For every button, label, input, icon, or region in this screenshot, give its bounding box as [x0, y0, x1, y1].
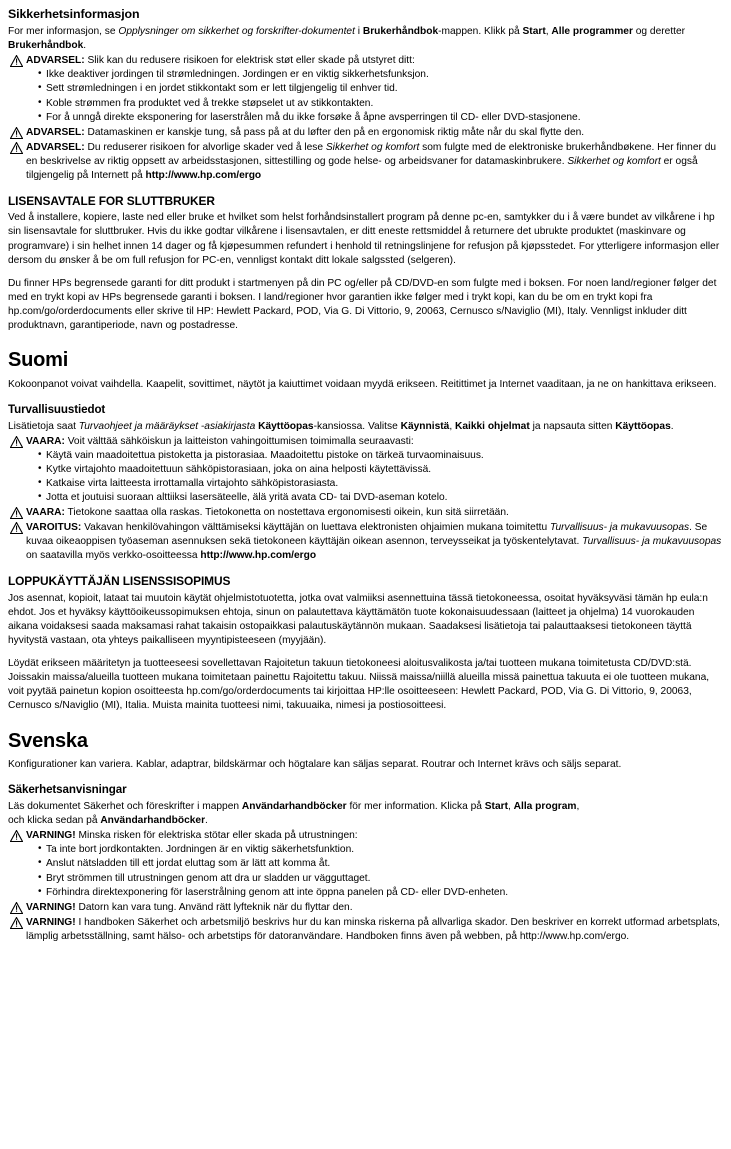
- warning-block-sv-3: [8, 916, 723, 944]
- list-item: • Bryt strömmen till utrustningen genom att dra ur sladden ur vägguttaget.: [38, 872, 723, 886]
- warning-text: Datamaskinen er kanskje tung, så pass på at du løfter den på en ergonomisk riktig måte når du skal flytte den.: [84, 126, 585, 138]
- text-bold: Start: [522, 26, 546, 38]
- warning-text: I handboken Säkerhet och arbetsmiljö beskrivs hur du kan minska riskerna på allvarliga skador. Den beskriver en korrekt utformad arbetsplats, lämplig arbetsställning, samt hälso- och arbetstips för datoranvändare. Handboken finns även på webben, på http://www.hp.com/ergo.: [26, 916, 721, 942]
- warning-block-no-2: [8, 126, 723, 140]
- text-run: i: [354, 26, 363, 38]
- text-bold: Start: [484, 801, 508, 813]
- list-item: • Käytä vain maadoitettua pistoketta ja pistorasiaa. Maadoitettu pistoke on tärkeä turvaominaisuus.: [38, 449, 723, 463]
- list-item: • Ta inte bort jordkontakten. Jordningen är en viktig säkerhetsfunktion.: [38, 843, 723, 857]
- ergo-url[interactable]: http://www.hp.com/ergo: [200, 550, 317, 562]
- warning-text: Du reduserer risikoen for alvorlige skader ved å lese: [84, 141, 326, 153]
- paragraph-sv-safety-intro: [8, 800, 723, 828]
- warning-triangle-icon: [10, 522, 23, 534]
- list-item: • Jotta et joutuisi suoraan alttiiksi lasersäteelle, älä yritä avata CD- tai DVD-aseman kotelo.: [38, 491, 723, 505]
- text-bold: Användarhandböcker: [100, 815, 206, 827]
- paragraph-fi-eula-1: Jos asennat, kopioit, lataat tai muutoin käytät ohjelmistotuotetta, jotka ovat valmiiksi asennettuina tässä tietokoneessa, osoitat hyväksyväsi tämän hp eula:n ehdot. Jos et hyväksy käyttöoikeussopimuksen ehtoja, sinun on palautettava käyttämätön tuote kokonaisuudessaan (laitteet ja ohjelma) 14 vuorokauden aikana voidaksesi saada maksamasi rahat takaisin ostopaikkasi palautuskäytännön mukaan. Saadaksesi lisätietoja tai palauttaaksesi tietokoneen täyttä hyvitystä vastaan, ota yhteys paikalliseen myyntipisteeseen (myyjään).: [8, 592, 708, 647]
- warning-triangle-icon: [10, 902, 23, 914]
- warning-block-fi-1: [8, 435, 723, 449]
- warning-label: ADVARSEL:: [26, 126, 85, 138]
- text-italic: Sikkerhet og komfort: [325, 141, 420, 153]
- list-item: • Ikke deaktiver jordingen til strømledningen. Jordingen er en viktig sikkerhetsfunksjon.: [38, 68, 723, 82]
- warning-text: er også tilgjengelig på Internett på: [26, 155, 698, 181]
- warning-label: VAARA:: [26, 435, 65, 447]
- text-bold: Brukerhåndbok: [362, 26, 439, 38]
- language-heading-suomi: Suomi: [8, 349, 69, 372]
- text-run: ,: [507, 801, 514, 813]
- warning-text: Vakavan henkilövahingon välttämiseksi käyttäjän on luettava elektronisten ohjaimien mukana toimitettu: [81, 522, 550, 534]
- warning-triangle-icon: [10, 507, 23, 519]
- text-bold: Brukerhåndbok: [8, 40, 84, 52]
- warning-text: on saatavilla myös verkko-osoitteessa: [26, 550, 201, 562]
- text-run: .: [83, 40, 87, 52]
- list-item: • Koble strømmen fra produktet ved å trekke støpselet ut av stikkontakten.: [38, 97, 723, 111]
- paragraph-fi-eula-2: Löydät erikseen määritetyn ja tuotteeseesi sovellettavan Rajoitetun takuun tietokoneesi aloitusvalikosta ja/tai tuotteen mukana toimitetusta CD/DVD:stä. Joissakin maissa/alueilla tuotteen mukana toimitetaan painettu Rajoitettu takuu. Niissä maissa/niillä alueilla missä painettua takuuta ei ole tuotteen mukana, voit pyytää painetun kopion osoitteesta hp.com/go/orderdocuments tai kirjoittaa HP:lle osoitteeseen: Hewlett Packard, POD, Via G. Di Vittorio, 9, 20063, Cernusco s/Naviglio (MI), Italia. Muista mainita tuotteesi nimi, takuuaika, nimesi ja postiosoitteesi.: [8, 658, 710, 712]
- paragraph-no-eula-2: Du finner HPs begrensede garanti for ditt produkt i startmenyen på din PC og/eller på CD/DVD-en som fulgte med i boksen. For noen land/regioner følger det med en trykt kopi av HPs begrensede garanti i boksen. I land/regioner hvor garantien ikke følger med i trykt kopi, kan du be om en trykt kopi fra hp.com/go/orderdocuments eller skrive til HP: Hewlett Packard, POD, Via G. Di Vittorio, 9, 20063, Cernusco s/Naviglio (MI), Italy. Vennligst inkluder ditt produktnavn, garantiperiode, navn og postadresse.: [8, 277, 717, 331]
- warning-text: Slik kan du redusere risikoen for elektrisk støt eller skade på utstyret ditt:: [84, 55, 415, 67]
- text-run: -mappen. Klikk på: [438, 26, 523, 38]
- warning-triangle-icon: [10, 55, 23, 67]
- warning-text: Voit välttää sähköiskun ja laitteiston vahingoittumisen toimimalla seuraavasti:: [64, 435, 414, 447]
- warning-label: VARNING!: [26, 830, 76, 842]
- text-run: Lisätietoja saat: [8, 420, 79, 432]
- paragraph-no-eula-1: Ved å installere, kopiere, laste ned eller bruke et hvilket som helst forhåndsinstallert program på denne pc-en, samtykker du i å være bundet av vilkårene i hp sin lisensavtale for sluttbruker. Hvis du ikke godtar vilkårene i lisensavtalen, er ditt eneste rettsmiddel å returnere det ubrukte produktet (maskinvare og programvare) i sin helhet innen 14 dager og få kjøpesummen refundert i henhold til retningslinjene for refusjon på kjøpsstedet. For ytterligere informasjon eller dersom du ønsker å be om full refusjon for PC-en, vennligst kontakt ditt lokale salgssted (selgeren).: [8, 212, 720, 266]
- warning-text: . Se kuvaa oikeaoppisen työaseman asennuksen sekä tietokoneen käyttäjän oikean asennon, terveysseikat ja työskentelytavat.: [26, 522, 708, 548]
- section-heading-turvallisuustiedot: Turvallisuustiedot: [8, 402, 106, 416]
- text-italic: Turvallisuus- ja mukavuusopas: [549, 522, 690, 534]
- warning-block-no-3: [8, 141, 723, 183]
- bullet-list-no-1: [8, 68, 723, 124]
- text-bold: Käyttöopas: [258, 420, 314, 432]
- ergo-url[interactable]: http://www.hp.com/ergo: [145, 169, 262, 181]
- warning-block-fi-3: [8, 521, 723, 563]
- text-bold: Användarhandböcker: [241, 801, 347, 813]
- text-bold: Kaikki ohjelmat: [454, 420, 530, 432]
- warning-triangle-icon: [10, 127, 23, 139]
- warning-block-no-1: [8, 54, 723, 68]
- text-italic: Opplysninger om sikkerhet og forskrifter-dokumentet: [118, 26, 355, 38]
- section-heading-sakerhetsanvisningar: Säkerhetsanvisningar: [8, 783, 127, 797]
- text-bold: Käynnistä: [400, 420, 450, 432]
- warning-label: VARNING!: [26, 901, 76, 913]
- text-italic: Turvallisuus- ja mukavuusopas: [582, 536, 722, 548]
- warning-label: VARNING!: [26, 916, 76, 928]
- text-bold: Alle programmer: [551, 26, 633, 38]
- warning-triangle-icon: [10, 142, 23, 154]
- warning-triangle-icon: [10, 830, 23, 842]
- text-run: ,: [449, 420, 455, 432]
- text-run: ja napsauta sitten: [529, 420, 616, 432]
- list-item: • For å unngå direkte eksponering for laserstrålen må du ikke forsøke å åpne avsperringen til CD- eller DVD-stasjonene.: [38, 111, 723, 125]
- text-run: Läs dokumentet Säkerhet och föreskrifter i mappen: [8, 801, 242, 813]
- paragraph-sv-intro: Konfigurationer kan variera. Kablar, adaptrar, bildskärmar och högtalare kan säljas separat. Routrar och Internet krävs och säljs separat.: [8, 759, 622, 771]
- text-run: ,: [576, 801, 580, 813]
- warning-block-fi-2: [8, 506, 723, 520]
- warning-triangle-icon: [10, 917, 23, 929]
- section-heading-sikkerhetsinformasjon: Sikkerhetsinformasjon: [8, 7, 140, 21]
- warning-triangle-icon: [10, 436, 23, 448]
- text-run: .: [670, 420, 674, 432]
- paragraph-no-intro: [8, 25, 723, 53]
- language-heading-svenska: Svenska: [8, 729, 88, 752]
- text-italic: Turvaohjeet ja määräykset -asiakirjasta: [78, 420, 256, 432]
- warning-text: Datorn kan vara tung. Använd rätt lyfteknik när du flyttar den.: [75, 901, 353, 913]
- text-bold: Alla program: [513, 801, 577, 813]
- section-heading-lisensavtale: LISENSAVTALE FOR SLUTTBRUKER: [8, 193, 215, 208]
- text-run: og deretter: [632, 26, 686, 38]
- paragraph-fi-safety-intro: [8, 420, 723, 434]
- list-item: • Katkaise virta laitteesta irrottamalla virtajohto sähköpistorasiasta.: [38, 477, 723, 491]
- warning-block-sv-2: [8, 901, 723, 915]
- text-run: -kansiossa. Valitse: [313, 420, 401, 432]
- text-run: och klicka sedan på: [8, 815, 101, 827]
- warning-block-sv-1: [8, 829, 723, 843]
- text-run: .: [205, 815, 208, 827]
- section-heading-loppukayttaja: LOPPUKÄYTTÄJÄN LISENSSISOPIMUS: [8, 574, 231, 589]
- text-run: för mer information. Klicka på: [346, 801, 485, 813]
- text-run: For mer informasjon, se: [8, 26, 119, 38]
- list-item: • Kytke virtajohto maadoitettuun sähköpistorasiaan, joka on aina helposti käytettävissä.: [38, 463, 723, 477]
- text-italic: Sikkerhet og komfort: [567, 155, 661, 167]
- paragraph-fi-intro: Kokoonpanot voivat vaihdella. Kaapelit, sovittimet, näytöt ja kaiuttimet voidaan myydä erikseen. Reitittimet ja Internet vaaditaan, ja ne on hankittava erikseen.: [8, 378, 717, 390]
- list-item: • Förhindra direktexponering för laserstrålning genom att inte öppna panelen på CD- eller DVD-enheten.: [38, 886, 723, 900]
- list-item: • Sett strømledningen i en jordet stikkontakt som er lett tilgjengelig til enhver tid.: [38, 82, 723, 96]
- warning-text: Tietokone saattaa olla raskas. Tietokonetta on nostettava ergonomisesti oikein, kun sitä siirretään.: [64, 507, 509, 519]
- warning-text: som fulgte med de elektroniske brukerhåndbøkene. Her finner du en beskrivelse av riktig oppsett av arbeidsstasjonen, sittestilling og gode helse- og arbeidsvaner for datamaskinbrukere.: [26, 141, 717, 167]
- bullet-list-fi-1: [8, 449, 723, 505]
- warning-label: VAROITUS:: [26, 522, 82, 534]
- warning-label: ADVARSEL:: [26, 141, 85, 153]
- warning-label: ADVARSEL:: [26, 55, 85, 67]
- warning-text: Minska risken för elektriska stötar eller skada på utrustningen:: [75, 830, 358, 842]
- bullet-list-sv-1: [8, 843, 723, 899]
- warning-label: VAARA:: [26, 507, 65, 519]
- text-run: ,: [545, 26, 552, 38]
- text-bold: Käyttöopas: [615, 420, 671, 432]
- list-item: • Anslut nätsladden till ett jordat eluttag som är lätt att komma åt.: [38, 857, 723, 871]
